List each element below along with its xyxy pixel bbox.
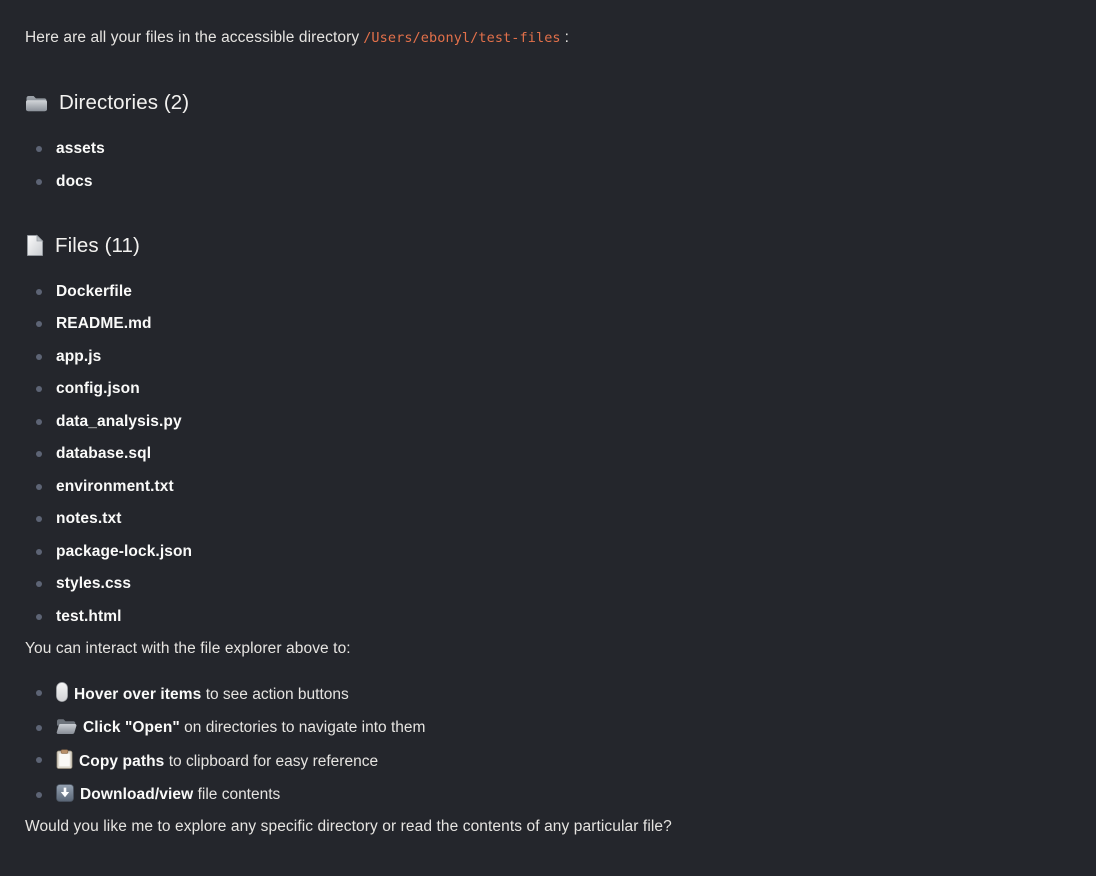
clipboard-icon (56, 749, 73, 769)
interaction-rest-text: to clipboard for easy reference (164, 753, 379, 770)
item-label: database.sql (56, 445, 152, 462)
bullet-icon (36, 419, 42, 425)
directories-list (25, 138, 1072, 192)
interaction-bold-label: Hover over items (74, 686, 202, 703)
bullet-icon (36, 451, 42, 457)
item-label: notes.txt (56, 510, 122, 527)
file-list-item (25, 573, 1072, 594)
files-heading (25, 233, 1072, 259)
file-list-item (25, 541, 1072, 562)
files-heading-label: Files (11) (55, 233, 140, 257)
file-list-item (25, 508, 1072, 529)
interaction-rest-text: file contents (193, 785, 281, 803)
closing-question: Would you like me to explore any specific directory or read the contents of any particular file? (25, 818, 672, 835)
bullet-icon (36, 289, 42, 295)
bullet-icon (36, 179, 42, 185)
bullet-icon (36, 354, 42, 360)
item-label: test.html (56, 607, 122, 625)
open-folder-icon (56, 718, 77, 735)
bullet-icon (36, 516, 42, 522)
item-label: data_analysis.py (56, 412, 182, 430)
directories-heading-label: Directories (2) (59, 91, 190, 114)
bullet-icon (36, 146, 42, 152)
file-list-item (25, 378, 1072, 399)
file-list-item (25, 606, 1072, 627)
file-list-item (25, 476, 1072, 497)
document-icon (25, 234, 44, 257)
item-label: package-lock.json (56, 542, 193, 560)
intro-text-after: : (564, 29, 570, 46)
bullet-icon (36, 757, 42, 763)
bullet-icon (36, 614, 42, 620)
file-list-item (25, 346, 1072, 367)
item-label: app.js (56, 347, 102, 365)
interaction-list-item (25, 682, 1072, 705)
directories-heading (25, 90, 1072, 116)
directory-path-code: /Users/ebonyl/test-files (363, 30, 561, 46)
item-label: styles.css (56, 575, 132, 592)
file-list-item (25, 281, 1072, 302)
item-label: README.md (56, 315, 152, 332)
bullet-icon (36, 484, 42, 490)
bullet-icon (36, 792, 42, 798)
download-icon (56, 784, 74, 802)
item-label: config.json (56, 380, 140, 397)
item-label: environment.txt (56, 477, 174, 495)
mouse-icon (56, 682, 68, 702)
file-list-item (25, 138, 1072, 159)
file-list-item (25, 443, 1072, 464)
bullet-icon (36, 725, 42, 731)
item-label: Dockerfile (56, 282, 132, 300)
bullet-icon (36, 581, 42, 587)
item-label: docs (56, 172, 93, 190)
interaction-rest-text: on directories to navigate into them (179, 718, 426, 736)
file-list-item (25, 411, 1072, 432)
interaction-rest-text: to see action buttons (201, 686, 349, 703)
bullet-icon (36, 690, 42, 696)
bullet-icon (36, 549, 42, 555)
file-list-item (25, 171, 1072, 192)
interaction-list-item (25, 784, 1072, 805)
folder-icon (25, 94, 48, 113)
intro-text-before: Here are all your files in the accessible directory (25, 29, 360, 46)
interaction-bold-label: Click "Open" (83, 718, 180, 736)
intro-paragraph (25, 27, 1072, 49)
bullet-icon (36, 386, 42, 392)
interaction-list (25, 682, 1072, 805)
files-list (25, 281, 1072, 627)
file-list-item (25, 313, 1072, 334)
interaction-bold-label: Copy paths (79, 753, 165, 770)
interact-intro-paragraph: You can interact with the file explorer above to: (25, 640, 351, 657)
interaction-bold-label: Download/view (80, 785, 194, 803)
item-label: assets (56, 140, 105, 157)
interaction-list-item (25, 749, 1072, 772)
bullet-icon (36, 321, 42, 327)
interaction-list-item (25, 717, 1072, 738)
